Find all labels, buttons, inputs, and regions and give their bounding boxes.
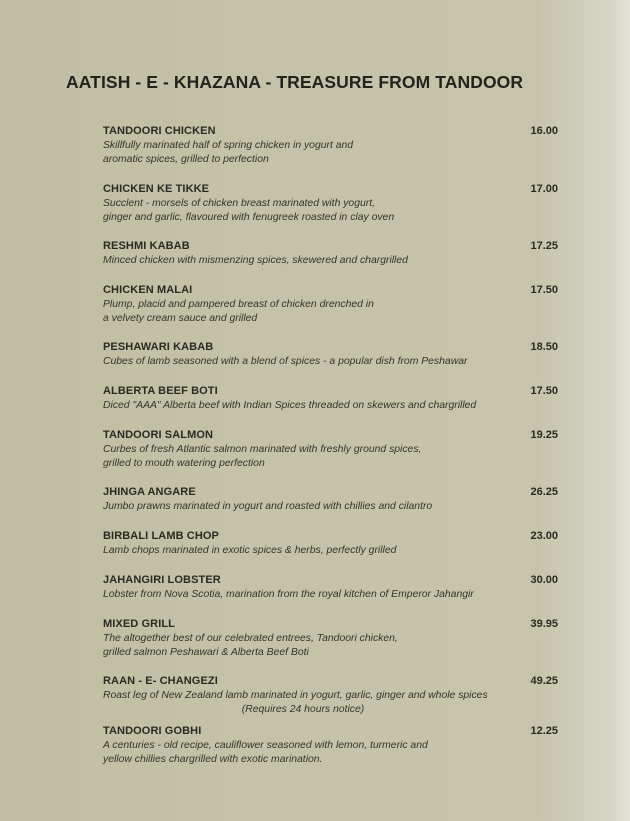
item-name: TANDOORI GOBHI <box>103 725 202 737</box>
item-description <box>103 399 558 413</box>
menu-item-alberta-beef-boti <box>103 385 558 413</box>
item-price: 17.25 <box>530 240 558 252</box>
item-price: 17.50 <box>530 385 558 397</box>
item-description <box>103 632 558 660</box>
item-description-line: Cubes of lamb seasoned with a blend of spices - a popular dish from Peshawar <box>103 356 468 367</box>
menu-item-chicken-ke-tikke <box>103 183 558 225</box>
menu-item-birbali-lamb-chop <box>103 530 558 558</box>
item-price: 17.50 <box>530 284 558 296</box>
item-description-line: grilled salmon Peshawari & Alberta Beef Boti <box>103 647 309 658</box>
item-price: 23.00 <box>530 530 558 542</box>
item-description-line: Plump, placid and pampered breast of chicken drenched in <box>103 299 374 310</box>
menu-item-reshmi-kabab <box>103 240 558 268</box>
item-description-line: yellow chillies chargrilled with exotic marination. <box>103 754 323 765</box>
menu-item-raan-e-changezi <box>103 675 558 717</box>
item-name: RAAN - E- CHANGEZI <box>103 675 218 687</box>
item-description-line: Diced "AAA" Alberta beef with Indian Spices threaded on skewers and chargrilled <box>103 400 477 411</box>
item-description <box>103 355 558 369</box>
item-description <box>103 197 558 225</box>
item-description <box>103 739 558 767</box>
item-description-line: Succlent - morsels of chicken breast marinated with yogurt, <box>103 198 376 209</box>
item-name: CHICKEN MALAI <box>103 284 193 296</box>
item-description-line: Skillfully marinated half of spring chicken in yogurt and <box>103 140 354 151</box>
item-description-line: A centuries - old recipe, cauliflower seasoned with lemon, turmeric and <box>103 740 428 751</box>
item-description <box>103 254 558 268</box>
menu-item-tandoori-chicken <box>103 125 558 167</box>
item-description <box>103 443 558 471</box>
item-name: CHICKEN KE TIKKE <box>103 183 210 195</box>
item-description-line: Curbes of fresh Atlantic salmon marinated with freshly ground spices, <box>103 444 422 455</box>
item-note: (Requires 24 hours notice) <box>241 704 365 715</box>
menu-title: AATISH - E - KHAZANA - TREASURE FROM TANDOOR <box>66 72 524 92</box>
item-description-line: grilled to mouth watering perfection <box>103 458 265 469</box>
item-name: ALBERTA BEEF BOTI <box>103 385 218 397</box>
item-description <box>103 544 558 558</box>
item-price: 16.00 <box>530 125 558 137</box>
item-price: 19.25 <box>530 429 558 441</box>
item-description-line: Lobster from Nova Scotia, marination from the royal kitchen of Emperor Jahangir <box>103 589 474 600</box>
item-name: JAHANGIRI LOBSTER <box>103 574 221 586</box>
item-description-line: aromatic spices, grilled to perfection <box>103 154 269 165</box>
item-price: 18.50 <box>530 341 558 353</box>
item-description-line: Lamb chops marinated in exotic spices & herbs, perfectly grilled <box>103 545 397 556</box>
item-description <box>103 588 558 602</box>
item-description-line: a velvety cream sauce and grilled <box>103 313 258 324</box>
item-name: MIXED GRILL <box>103 618 175 630</box>
menu-item-tandoori-gobhi <box>103 725 558 767</box>
item-name: RESHMI KABAB <box>103 240 190 252</box>
item-description <box>103 500 558 514</box>
item-price: 39.95 <box>530 618 558 630</box>
item-price: 30.00 <box>530 574 558 586</box>
item-description-line: Minced chicken with mismenzing spices, skewered and chargrilled <box>103 255 408 266</box>
menu-item-jahangiri-lobster <box>103 574 558 602</box>
item-price: 12.25 <box>530 725 558 737</box>
item-name: BIRBALI LAMB CHOP <box>103 530 219 542</box>
item-description <box>103 298 558 326</box>
item-description-line: Jumbo prawns marinated in yogurt and roasted with chillies and cilantro <box>103 501 433 512</box>
menu-item-jhinga-angare <box>103 486 558 514</box>
menu-item-mixed-grill <box>103 618 558 660</box>
item-description-line: ginger and garlic, flavoured with fenugreek roasted in clay oven <box>103 212 395 223</box>
item-description <box>103 139 558 167</box>
menu-item-peshawari-kabab <box>103 341 558 369</box>
item-price: 26.25 <box>530 486 558 498</box>
menu-item-chicken-malai <box>103 284 558 326</box>
item-name: JHINGA ANGARE <box>103 486 196 498</box>
item-name: PESHAWARI KABAB <box>103 341 214 353</box>
item-name: TANDOORI SALMON <box>103 429 214 441</box>
item-price: 49.25 <box>530 675 558 687</box>
item-description <box>103 689 558 717</box>
menu-item-tandoori-salmon <box>103 429 558 471</box>
item-price: 17.00 <box>530 183 558 195</box>
item-description-line: Roast leg of New Zealand lamb marinated in yogurt, garlic, ginger and whole spices <box>103 690 488 701</box>
item-name: TANDOORI CHICKEN <box>103 125 216 137</box>
item-description-line: The altogether best of our celebrated entrees, Tandoori chicken, <box>103 633 398 644</box>
